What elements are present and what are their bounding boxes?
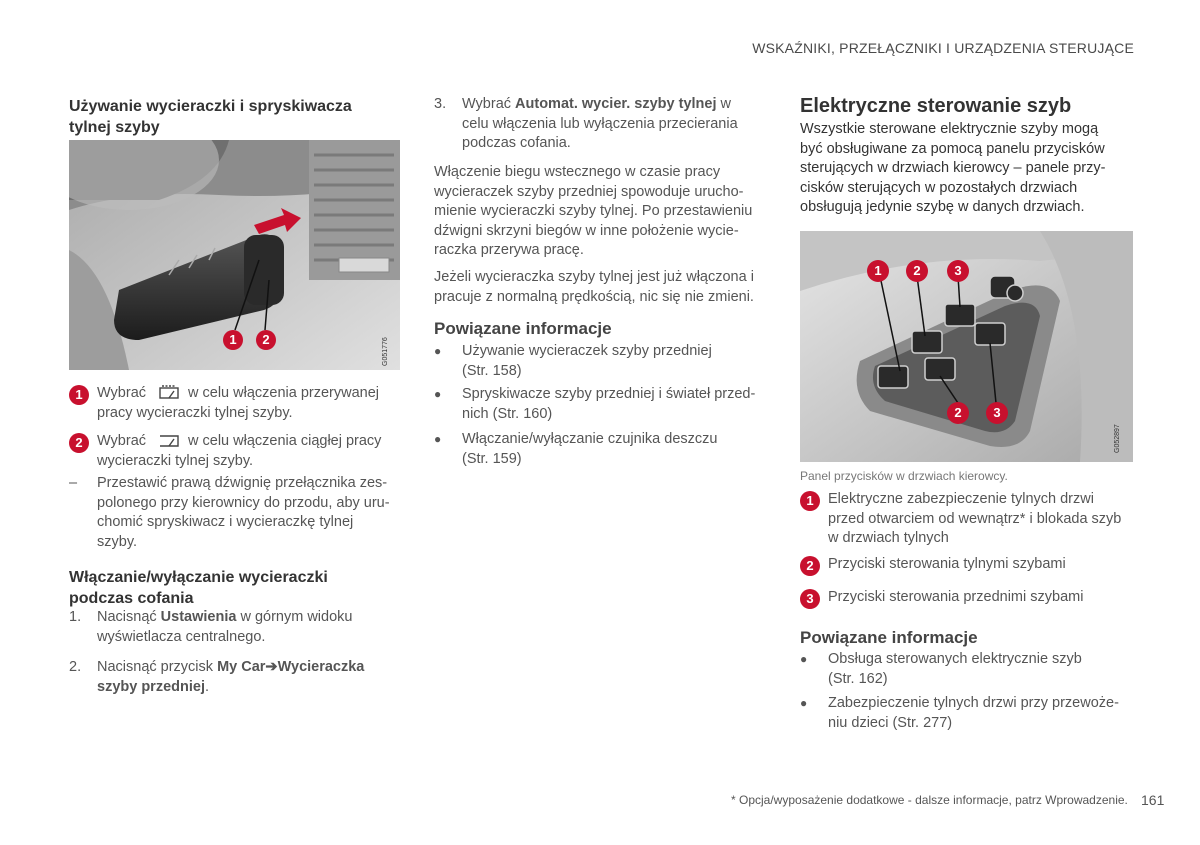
image-code: G051776 [382,337,389,366]
step-number: 1. [69,609,82,625]
image-code: G052897 [1114,424,1121,453]
door-panel-image [800,231,1133,462]
heading-line: podczas cofania [69,590,194,607]
paragraph: Wszystkie sterowane elektrycznie szyby mogą być obsługiwane za pomocą panelu przycisków sterujących w drzwiach kierowcy – panele przy- cisków sterujących w pozostałych drzwiach obsługują jedynie szybę w danych drzwiach. [800,121,1106,215]
arrow-icon: ➔ [265,659,278,675]
bullet-icon: ● [434,387,442,401]
marker-2: 2 [69,433,89,453]
marker-2: 2 [800,556,820,576]
page-number: 161 [1141,792,1165,808]
bullet-icon: ● [800,696,808,710]
heading-line: Używanie wycieraczki i spryskiwacza [69,98,352,115]
marker-3: 3 [947,260,969,282]
step-number: 3. [434,96,447,112]
item-text: Wybrać w celu włączenia ciągłej pracy [97,433,382,449]
step-number: 2. [69,659,82,675]
settings-label: Ustawienia [160,609,237,625]
running-header: WSKAŹNIKI, PRZEŁĄCZNIKI I URZĄDZENIA STERUJĄCE [752,40,1134,56]
marker-1: 1 [800,491,820,511]
my-car-label: My Car [217,659,266,675]
marker-2: 2 [256,330,276,350]
section-heading-power-windows [800,93,1071,119]
bullet-icon: ● [434,344,442,358]
bullet-icon: ● [800,652,808,666]
heading-line: Włączanie/wyłączanie wycieraczki [69,569,328,586]
footnote: * Opcja/wyposażenie dodatkowe - dalsze informacje, patrz Wprowadzenie. [731,793,1128,807]
marker-2: 2 [947,402,969,424]
heading-line: Elektryczne sterowanie szyb [800,95,1072,117]
auto-rear-wiper-label: Automat. wycier. szyby tylnej [515,96,717,112]
item-text: Wybrać w celu włączenia przerywanej [97,385,380,401]
rear-wiper-intermittent-icon [158,385,180,401]
wiper-stalk-image [69,140,400,370]
related-heading: Powiązane informacje [434,319,612,338]
marker-1: 1 [69,385,89,405]
image-caption: Panel przycisków w drzwiach kierowcy. [800,469,1008,483]
marker-3: 3 [986,402,1008,424]
marker-2: 2 [906,260,928,282]
section-heading-reverse-wiper [69,567,399,609]
bullet-icon: ● [434,432,442,446]
paragraph: Jeżeli wycieraczka szyby tylnej jest już włączona i pracuje z normalną prędkością, nic się nie zmieni. [434,269,754,305]
dash-marker: – [69,475,78,491]
paragraph: Włączenie biegu wstecznego w czasie pracy wycieraczek szyby przedniej spowoduje urucho- mienie wycieraczki szyby tylnej. Po przestawieniu dźwigni skrzyni biegów w inne położenie wycie- raczka przerywa pracę. [434,164,753,258]
rear-wiper-continuous-icon [158,433,180,449]
section-heading-rear-wiper [69,96,399,138]
heading-line: tylnej szyby [69,119,160,136]
marker-3: 3 [800,589,820,609]
related-heading: Powiązane informacje [800,628,978,647]
marker-1: 1 [223,330,243,350]
marker-1: 1 [867,260,889,282]
